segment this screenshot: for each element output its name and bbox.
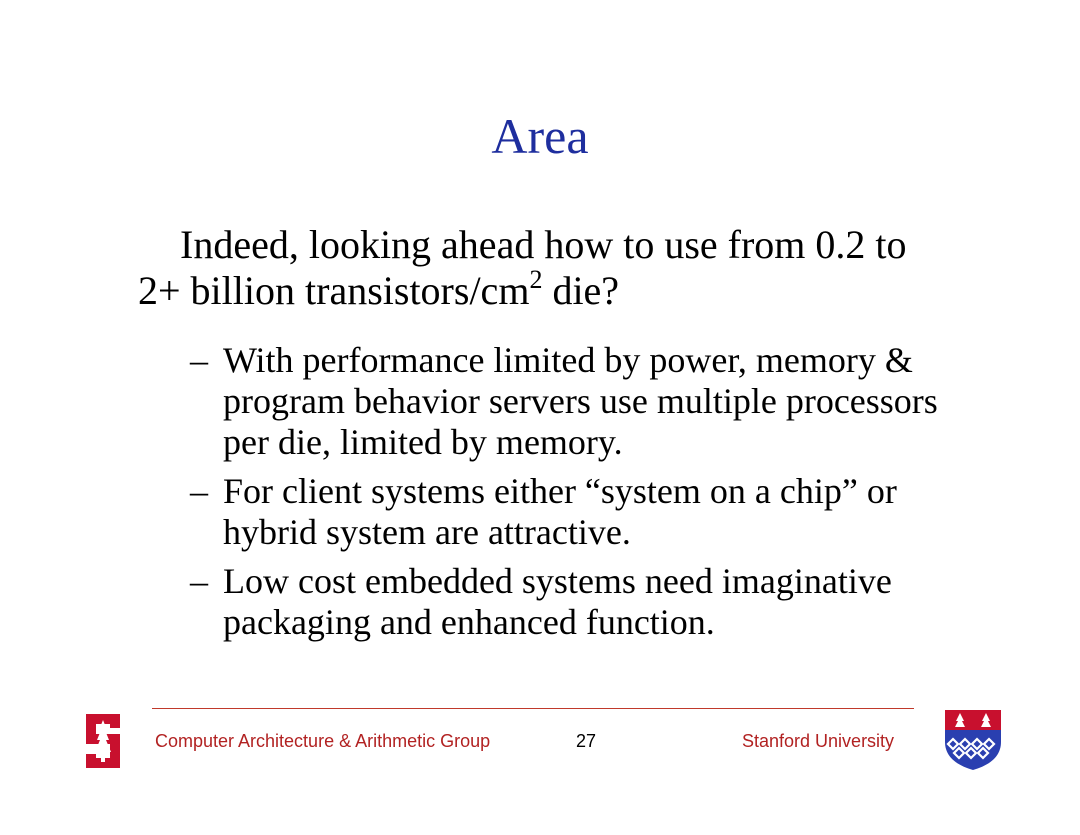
bullet-dash: – — [190, 471, 208, 511]
bullet-text: Low cost embedded systems need imaginative packaging and enhanced function. — [223, 561, 892, 642]
footer-divider — [152, 708, 914, 709]
bullet-list — [190, 340, 970, 651]
stanford-shield-logo-icon — [943, 708, 1003, 772]
bullet-item — [190, 561, 970, 643]
bullet-dash: – — [190, 340, 208, 380]
bullet-text: With performance limited by power, memory & program behavior servers use multiple processors per die, limited by memory. — [223, 340, 938, 462]
footer-page-number: 27 — [576, 731, 597, 751]
stanford-s-tree-logo-icon — [80, 710, 126, 772]
footer-group-name: Computer Architecture & Arithmetic Group — [155, 731, 491, 751]
slide-title: Area — [491, 108, 589, 164]
bullet-item — [190, 471, 970, 553]
bullet-dash: – — [190, 561, 208, 601]
footer-university: Stanford University — [742, 731, 895, 751]
bullet-text: For client systems either “system on a chip” or hybrid system are attractive. — [223, 471, 897, 552]
lead-text-end: die? — [542, 268, 620, 313]
bullet-item — [190, 340, 970, 463]
lead-superscript: 2 — [529, 265, 543, 294]
lead-text: Indeed, looking ahead how to use from 0.2 to 2+ billion transistors/cm — [138, 222, 907, 313]
lead-paragraph — [138, 222, 958, 314]
